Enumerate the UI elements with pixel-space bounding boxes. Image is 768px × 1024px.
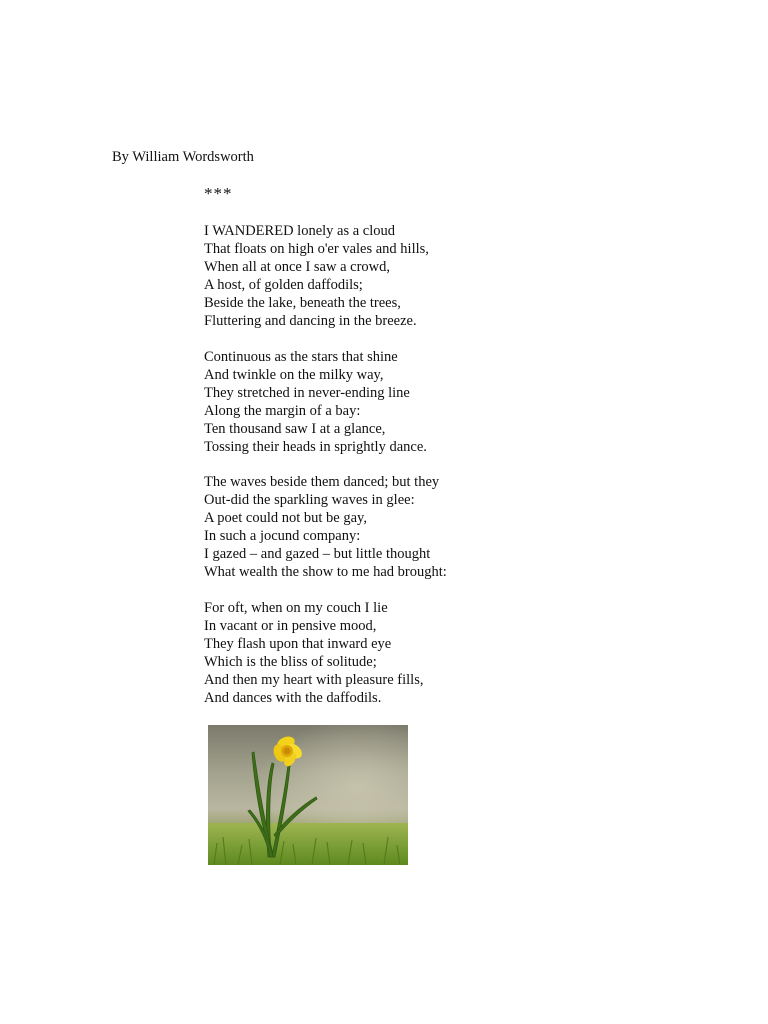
daffodil-photo (208, 725, 408, 865)
poem-line: I gazed – and gazed – but little thought (204, 546, 431, 562)
poem-line: And twinkle on the milky way, (204, 366, 384, 383)
poem-line: Out-did the sparkling waves in glee: (204, 492, 415, 508)
author-line: By William Wordsworth (112, 149, 254, 165)
poem (204, 184, 447, 724)
poem-line: In vacant or in pensive mood, (204, 617, 377, 634)
poem-line: In such a jocund company: (204, 528, 361, 544)
separator-asterisks: *** (204, 184, 233, 203)
stanza (204, 348, 447, 456)
stanzas (204, 222, 447, 707)
poem-line: Which is the bliss of solitude; (204, 653, 377, 670)
poem-line: They stretched in never-ending line (204, 384, 410, 401)
grass-ground (208, 823, 408, 865)
poem-line: And dances with the daffodils. (204, 689, 382, 706)
poem-line: What wealth the show to me had brought: (204, 564, 447, 580)
stanza (204, 473, 447, 581)
poem-line: I WANDERED lonely as a cloud (204, 223, 396, 239)
poem-line: Ten thousand saw I at a glance, (204, 420, 386, 437)
poem-line: Tossing their heads in sprightly dance. (204, 438, 427, 455)
stanza (204, 222, 447, 330)
poem-line: Continuous as the stars that shine (204, 348, 398, 365)
poem-line: When all at once I saw a crowd, (204, 259, 391, 275)
poem-line: And then my heart with pleasure fills, (204, 671, 424, 688)
poem-line: Along the margin of a bay: (204, 402, 361, 419)
poem-line: Beside the lake, beneath the trees, (204, 295, 401, 311)
poem-line: They flash upon that inward eye (204, 635, 392, 652)
poem-line: That floats on high o'er vales and hills, (204, 241, 429, 257)
poem-line: The waves beside them danced; but they (204, 474, 440, 490)
poem-line: A poet could not but be gay, (204, 510, 367, 526)
stanza (204, 599, 447, 707)
poem-line: Fluttering and dancing in the breeze. (204, 313, 417, 329)
poem-line: A host, of golden daffodils; (204, 277, 363, 293)
poem-line: For oft, when on my couch I lie (204, 599, 388, 616)
